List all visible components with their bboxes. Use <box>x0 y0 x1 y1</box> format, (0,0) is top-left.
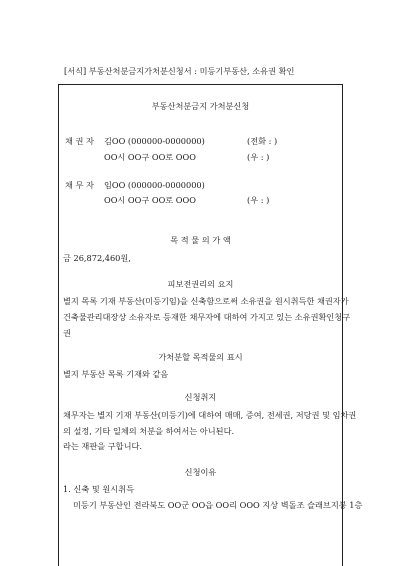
target-amount-heading: 목 적 물 의 가 액 <box>170 235 231 245</box>
purpose-heading: 신청취지 <box>184 392 217 402</box>
purpose-line: 채무자는 별지 기재 부동산(미등기)에 대하여 매매, 증여, 전세권, 저당권 및 임차권 <box>63 410 357 420</box>
target-display-text: 별지 부동산 목록 기재와 같음 <box>63 369 169 379</box>
reason-line: 미등기 부동산인 전라북도 OO군 OO읍 OO리 OOO 지상 벽돌조 슬래브지붕 1층 <box>73 500 363 510</box>
creditor-name: 김OO (000000-0000000) <box>104 136 205 146</box>
protected-right-line: 건축물관리대장상 소유자로 등재한 채무자에 대하여 가지고 있는 소유권확인청구 <box>63 312 351 322</box>
purpose-line: 의 설정, 기타 일체의 처분을 하여서는 아니된다. <box>63 426 235 436</box>
debtor-zip: (우 : ) <box>247 195 270 205</box>
debtor-label: 채 무 자 <box>65 180 94 190</box>
debtor-name: 임OO (000000-0000000) <box>104 180 205 190</box>
protected-right-heading: 피보전권리의 요지 <box>167 279 234 289</box>
protected-right-line: 권 <box>63 328 71 338</box>
debtor-address: OO시 OO구 OO로 OOO <box>104 195 196 205</box>
reason-item: 1. 신축 및 원시취득 <box>63 484 134 494</box>
form-title: 부동산처분금지 가처분신청 <box>151 101 250 111</box>
creditor-phone: (전화 : ) <box>247 136 278 146</box>
purpose-line: 라는 재판을 구합니다. <box>63 441 142 451</box>
target-display-heading: 가처분할 목적물의 표시 <box>158 352 243 362</box>
document-caption: [서식] 부동산처분금지가처분신청서 : 미등기부동산, 소유권 확인 <box>64 66 295 76</box>
reason-heading: 신청이유 <box>184 467 217 477</box>
creditor-address: OO시 OO구 OO로 OOO <box>104 152 196 162</box>
protected-right-line: 별지 목록 기재 부동산(미등기임)을 신축함으로써 소유권을 원시취득한 채권자가 <box>63 296 349 306</box>
application-form-frame <box>58 84 363 566</box>
target-amount-value: 금 26,872,460원, <box>63 253 131 263</box>
creditor-label: 채 권 자 <box>65 136 94 146</box>
creditor-zip: (우 : ) <box>247 152 270 162</box>
